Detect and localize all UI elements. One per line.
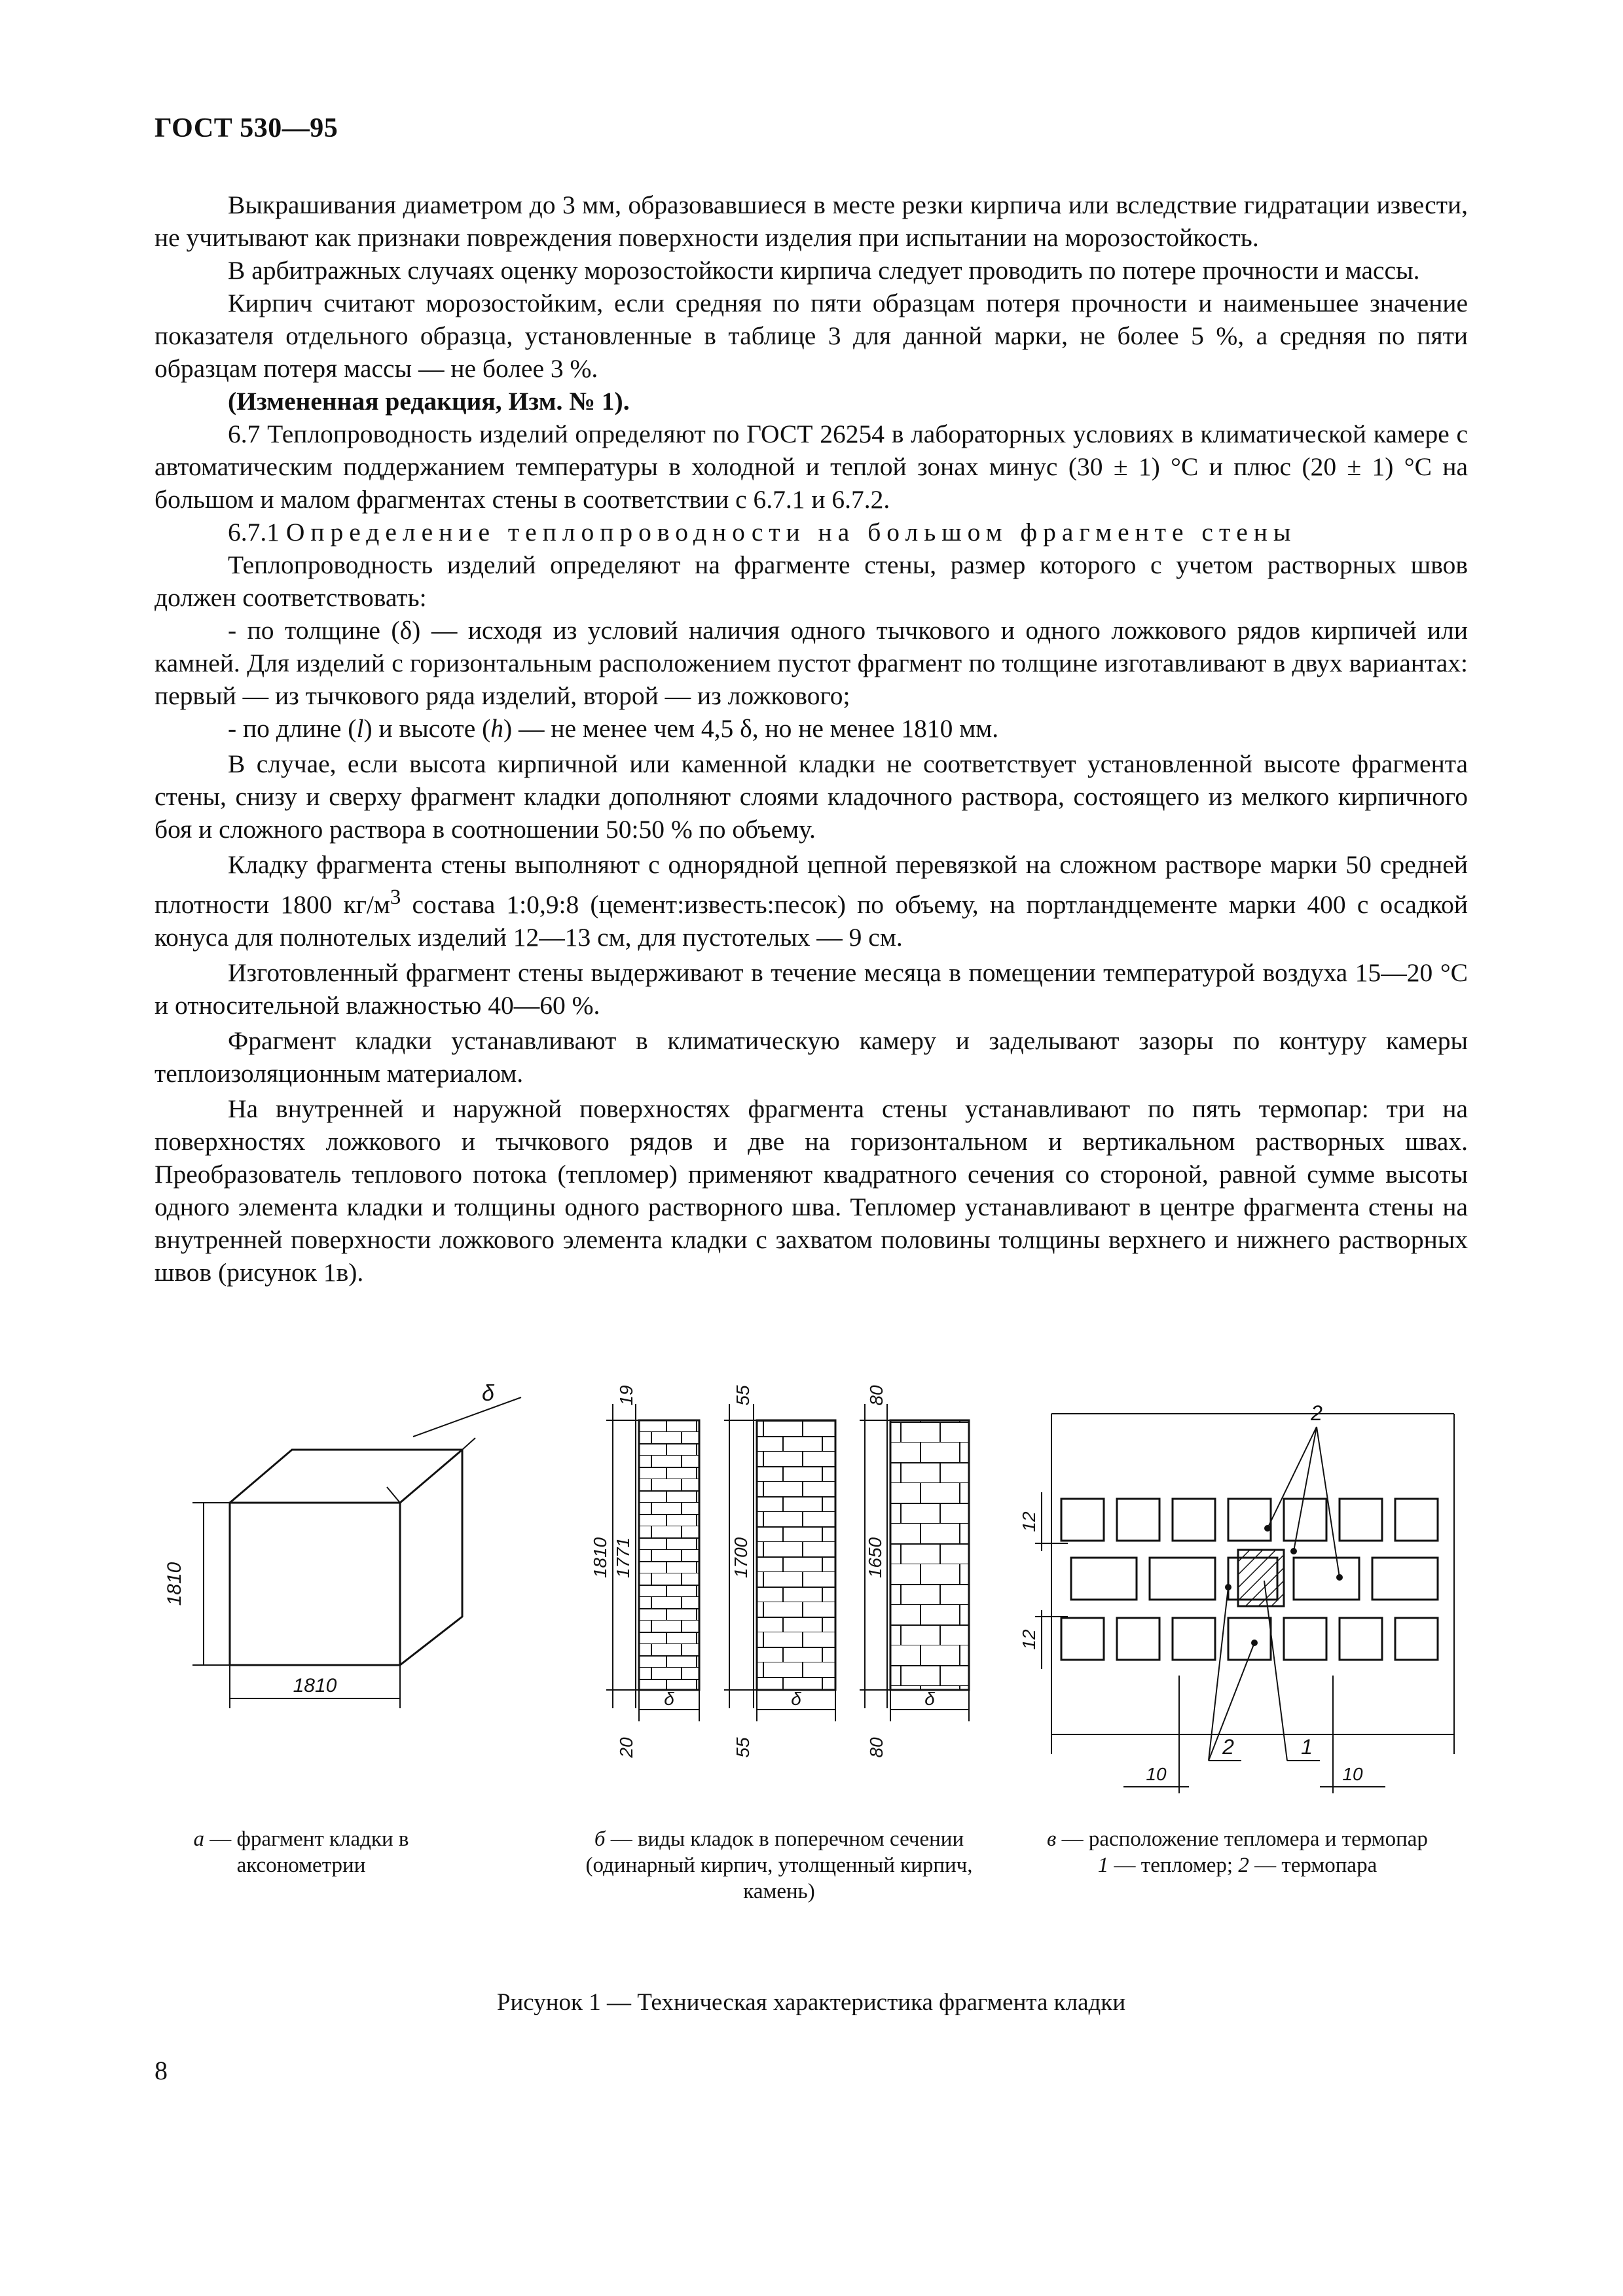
label-c-2-top: 2 xyxy=(1311,1401,1322,1425)
drawing-c-face xyxy=(1035,1414,1454,1793)
body-text xyxy=(155,188,1468,1289)
section-number: 6.7.1 xyxy=(228,518,280,547)
dim-a-height: 1810 xyxy=(164,1562,185,1606)
paragraph: Выкрашивания диаметром до 3 мм, образовавшиеся в месте резки кирпича или вследствие гидратации извести, не учитывают как признаки повреждения поверхности изделия при испытании на морозостойкость. xyxy=(155,190,1468,252)
paragraph: - по толщине (δ) — исходя из условий наличия одного тычкового и одного ложкового рядов кирпичей или камней. Для изделий с горизонтальным расположением пустот фрагмент по толщине изготавливают в двух вариантах: первый — из тычкового ряда изделий, второй — из ложкового; xyxy=(155,616,1468,710)
length-height-item: - по длине (l) и высоте (h) — не менее чем 4,5 δ, но не менее 1810 мм. xyxy=(228,714,999,743)
caption-c: в — расположение тепломера и термопар 1 — тепломер; 2 — термопара xyxy=(1047,1827,1428,1877)
label-c-1: 1 xyxy=(1301,1735,1313,1759)
dim-b3-inner: 1650 xyxy=(865,1537,885,1579)
dim-b2-inner: 1700 xyxy=(731,1537,751,1579)
dim-a-delta: δ xyxy=(482,1381,494,1406)
document-header: ГОСТ 530—95 xyxy=(155,113,338,143)
paragraph: Кирпич считают морозостойким, если средняя по пяти образцам потеря прочности и наименьшее значение показателя отдельного образца, установленные в таблице 3 для данной марки, не более 5 %, а средняя по пяти образцам потеря массы — не более 3 %. xyxy=(155,289,1468,383)
paragraph: В случае, если высота кирпичной или каменной кладки не соответствует установленной высоте фрагмента стены, снизу и сверху фрагмент кладки дополняют слоями кладочного раствора, состоящего из мелкого кирпичного боя и сложного раствора в соотношении 50:50 % по объему. xyxy=(155,749,1468,844)
paragraph: Изготовленный фрагмент стены выдерживают в течение месяца в помещении температурой воздуха 15—20 °С и относительной влажностью 40—60 %. xyxy=(155,958,1468,1020)
dim-b1-total: 1810 xyxy=(590,1537,610,1579)
dim-b3-top: 80 xyxy=(866,1385,886,1406)
dim-b3-bottom: 80 xyxy=(866,1737,886,1758)
paragraph: Фрагмент кладки устанавливают в климатическую камеру и заделывают зазоры по контуру камеры теплоизоляционным материалом. xyxy=(155,1026,1468,1088)
dim-a-width: 1810 xyxy=(293,1675,337,1696)
drawing-a-cube xyxy=(192,1397,521,1708)
label-c-2-bottom: 2 xyxy=(1222,1735,1234,1759)
page-number: 8 xyxy=(155,2056,168,2085)
amendment-note: (Измененная редакция, Изм. № 1). xyxy=(228,387,630,416)
dim-b1-delta: δ xyxy=(664,1689,674,1709)
dim-b1-inner: 1771 xyxy=(613,1537,633,1579)
dim-b2-top: 55 xyxy=(733,1385,753,1406)
caption-b: б — виды кладок в поперечном сечении (одинарный кирпич, утолщенный кирпич, камень) xyxy=(585,1827,973,1903)
dim-c-12-bottom: 12 xyxy=(1019,1629,1039,1650)
dim-c-12-top: 12 xyxy=(1019,1511,1039,1532)
figure-title: Рисунок 1 — Техническая характеристика фрагмента кладки xyxy=(496,1989,1126,2016)
masonry-paragraph: Кладку фрагмента стены выполняют с однорядной цепной перевязкой на сложном растворе марки 50 средней плотности 1800 $кг/м^3$ состава 1:0,9:8 (цемент:известь:песок) по объему, на портландцементе марки 400 с осадкой конуса для полнотелых изделий 12—13 см, для пустотелых — 9 см. xyxy=(155,850,1468,952)
section-title: Определение теплопроводности на большом фрагменте стены xyxy=(285,518,1297,547)
dim-b3-delta: δ xyxy=(924,1689,935,1709)
dim-b2-bottom: 55 xyxy=(733,1737,753,1758)
paragraph: Теплопроводность изделий определяют на фрагменте стены, размер которого с учетом растворных швов должен соответствовать: xyxy=(155,550,1468,612)
paragraph: На внутренней и наружной поверхностях фрагмента стены устанавливают по пять термопар: три на поверхностях ложкового и тычкового рядов и две на горизонтальном и вертикальном растворных швах. Преобразователь теплового потока (тепломер) применяют квадратного сечения со стороной, равной сумме высоты одного элемента кладки и толщины одного растворного шва. Тепломер устанавливают в центре фрагмента стены на внутренней поверхности ложкового элемента кладки с захватом половины толщины верхнего и нижнего растворных швов (рисунок 1в). xyxy=(155,1094,1468,1287)
dim-b1-top: 19 xyxy=(616,1385,636,1406)
dim-c-10-right: 10 xyxy=(1342,1764,1363,1784)
dim-c-10-left: 10 xyxy=(1146,1764,1167,1784)
caption-a: а — фрагмент кладки в аксонометрии xyxy=(193,1827,409,1877)
paragraph: В арбитражных случаях оценку морозостойкости кирпича следует проводить по потере прочности и массы. xyxy=(228,256,1420,285)
section-6-7: 6.7 Теплопроводность изделий определяют по ГОСТ 26254 в лабораторных условиях в климатической камере с автоматическим поддержанием температуры в холодной и теплой зонах минус (30 ± 1) °С и плюс (20 ± 1) °С на большом и малом фрагментах стены в соответствии с 6.7.1 и 6.7.2. xyxy=(155,420,1468,514)
dim-b2-delta: δ xyxy=(791,1689,801,1709)
drawing-b-sections xyxy=(606,1404,969,1721)
dim-b1-bottom: 20 xyxy=(616,1737,636,1758)
section-6-7-1-heading xyxy=(155,516,1468,548)
